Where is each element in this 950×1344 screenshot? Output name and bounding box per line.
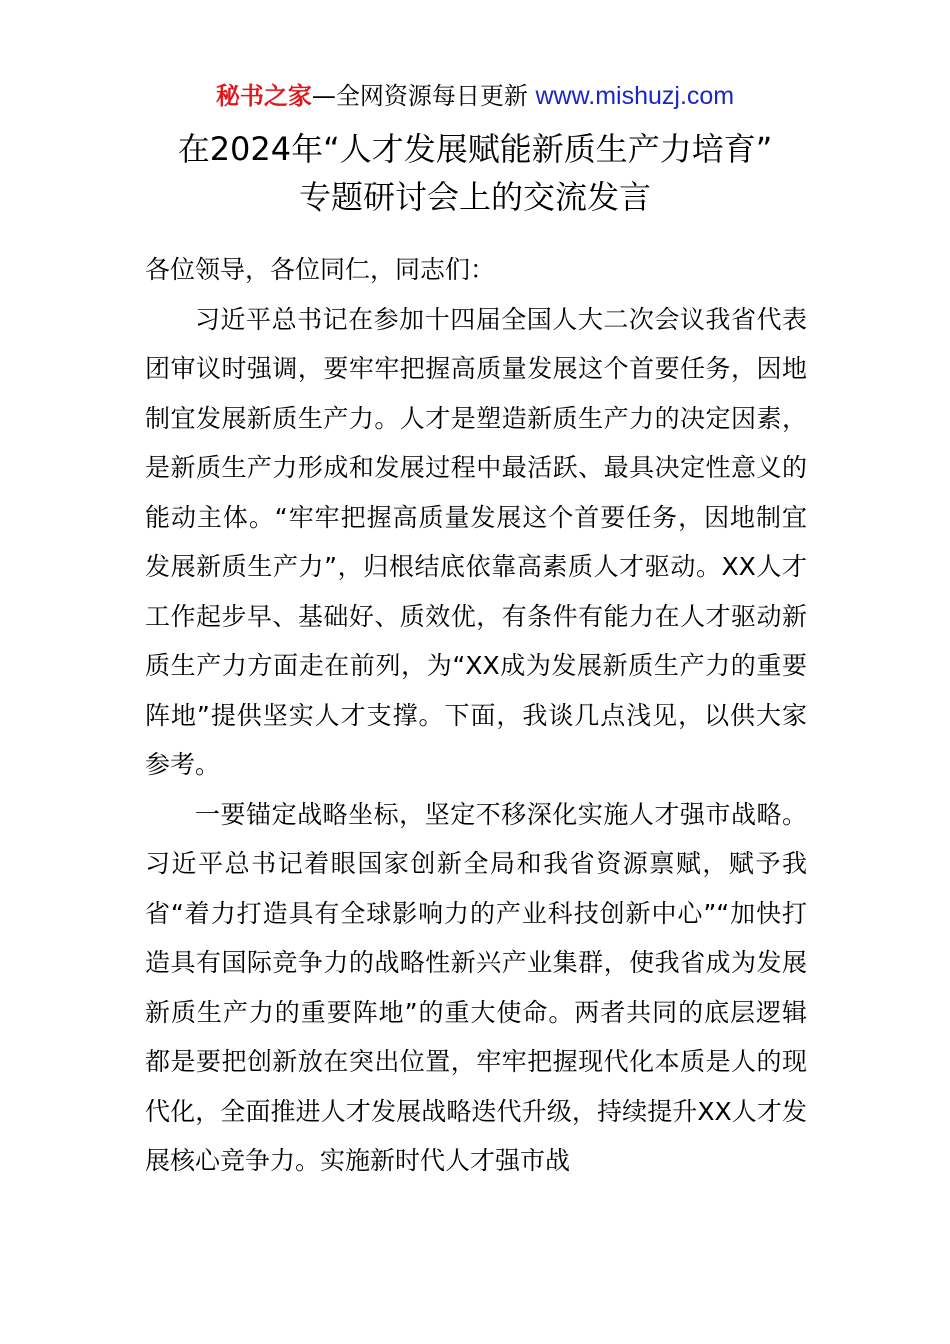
salutation: 各位领导，各位同仁，同志们： [145, 255, 496, 284]
brand-name: 秘书之家 [215, 82, 312, 110]
site-url-link[interactable]: www.mishuzj.com [535, 82, 735, 110]
banner-tagline: —全网资源每日更新 [311, 82, 528, 110]
document-body [145, 245, 807, 1186]
title-line-1: 在2024年“人才发展赋能新质生产力培育” [177, 130, 773, 168]
title-line-2: 专题研讨会上的交流发言 [298, 178, 651, 216]
site-banner [0, 80, 950, 112]
paragraph-2: 一要锚定战略坐标，坚定不移深化实施人才强市战略。习近平总书记着眼国家创新全局和我省资源禀赋，赋予我省“着力打造具有全球影响力的产业科技创新中心”“加快打造具有国际竞争力的战略性新兴产业集群，使我省成为发展新质生产力的重要阵地”的重大使命。两者共同的底层逻辑都是要把创新放在突出位置，牢牢把握现代化本质是人的现代化，全面推进人才发展战略迭代升级，持续提升XX人才发展核心竞争力。实施新时代人才强市战 [145, 799, 807, 1175]
document-title [0, 125, 950, 221]
paragraph-1: 习近平总书记在参加十四届全国人大二次会议我省代表团审议时强调，要牢牢把握高质量发展这个首要任务，因地制宜发展新质生产力。人才是塑造新质生产力的决定因素，是新质生产力形成和发展过程中最活跃、最具决定性意义的能动主体。“牢牢把握高质量发展这个首要任务，因地制宜发展新质生产力”，归根结底依靠高素质人才驱动。XX人才工作起步早、基础好、质效优，有条件有能力在人才驱动新质生产力方面走在前列，为“XX成为发展新质生产力的重要阵地”提供坚实人才支撑。下面，我谈几点浅见，以供大家参考。 [145, 304, 807, 779]
